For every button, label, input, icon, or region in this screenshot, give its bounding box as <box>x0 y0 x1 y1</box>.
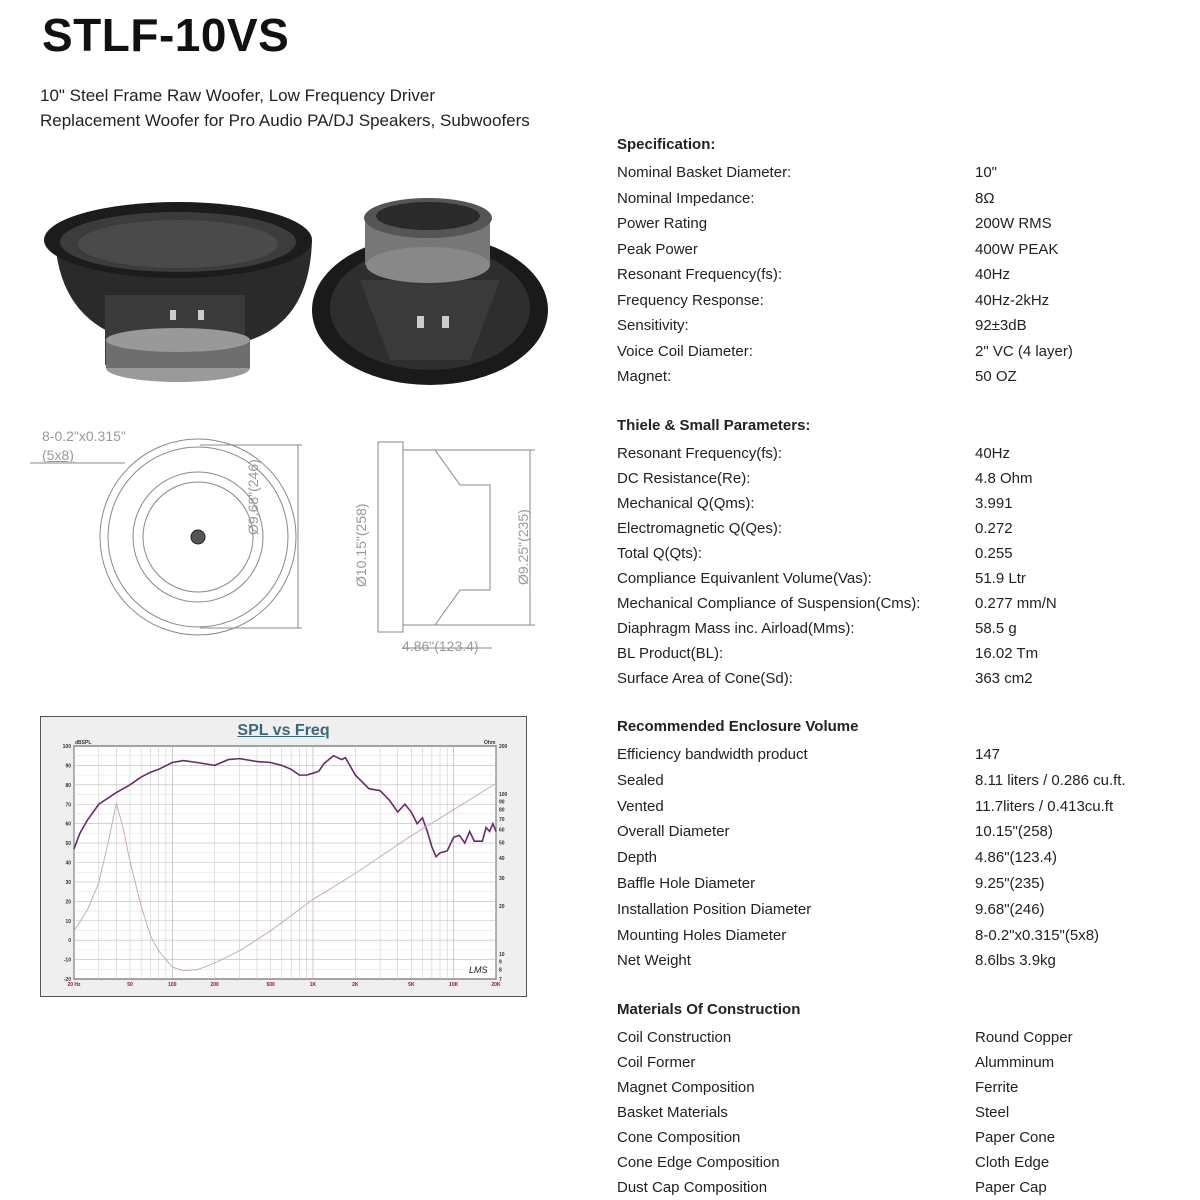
spec-value: 4.8 Ohm <box>975 470 1033 487</box>
x-tick-label: 500 <box>266 982 275 988</box>
y2-axis-label: Ohm <box>484 740 496 746</box>
spec-value: 11.7liters / 0.413cu.ft <box>975 797 1114 815</box>
spec-label: Peak Power <box>617 240 698 258</box>
woofer-front-photo <box>44 202 312 382</box>
spec-value: 8Ω <box>975 189 995 207</box>
spec-row <box>617 948 1177 974</box>
y2-tick-label: 40 <box>499 855 505 862</box>
spec-row <box>617 845 1177 871</box>
y-tick-label: 40 <box>65 860 71 867</box>
y2-tick-label: 30 <box>499 875 505 882</box>
spec-value: Paper Cone <box>975 1129 1056 1146</box>
spec-value: 40Hz-2kHz <box>975 291 1050 309</box>
y-tick-label: 80 <box>65 782 71 789</box>
y-axis-label: dBSPL <box>75 740 92 746</box>
install-diameter-label: Ø9.68"(246) <box>245 459 261 535</box>
spec-value: 2" VC (4 layer) <box>975 342 1073 360</box>
spec-value: 147 <box>975 746 1001 763</box>
x-tick-label: 10K <box>449 982 459 988</box>
spec-value: 8-0.2"x0.315"(5x8) <box>975 926 1100 944</box>
spec-label: Resonant Frequency(fs): <box>617 445 783 462</box>
spec-label: BL Product(BL): <box>617 645 724 662</box>
spec-label: Overall Diameter <box>617 823 730 841</box>
overall-diameter-label: Ø10.15"(258) <box>353 503 369 587</box>
spec-label: Mounting Holes Diameter <box>617 926 787 944</box>
spec-row <box>617 1175 1177 1200</box>
y2-tick-label: 200 <box>499 744 508 750</box>
x-tick-label: 5K <box>408 982 415 988</box>
spec-label: Depth <box>617 849 658 867</box>
spec-label: Mechanical Q(Qms): <box>617 495 755 512</box>
spec-value: 9.68"(246) <box>975 900 1045 918</box>
y2-tick-label: 80 <box>499 807 505 814</box>
spec-row <box>617 466 1177 491</box>
spec-row <box>617 160 1177 186</box>
section-heading: Specification: <box>617 136 716 153</box>
spec-value: Alumminum <box>975 1054 1055 1071</box>
y2-tick-label: 7 <box>499 977 502 983</box>
spec-label: Frequency Response: <box>617 291 764 309</box>
spec-row <box>617 1150 1177 1175</box>
spec-label: Total Q(Qts): <box>617 545 703 562</box>
spec-value: Steel <box>975 1104 1010 1121</box>
y-tick-label: 70 <box>65 802 71 809</box>
spec-label: Voice Coil Diameter: <box>617 342 753 360</box>
spec-value: Ferrite <box>975 1079 1019 1096</box>
spec-section <box>617 1000 1177 1200</box>
spec-row <box>617 666 1177 691</box>
spec-label: Magnet: <box>617 368 672 385</box>
spec-label: Power Rating <box>617 215 708 232</box>
chart-title: SPL vs Freq <box>237 722 330 739</box>
spec-value: 8.11 liters / 0.286 cu.ft. <box>975 771 1126 789</box>
woofer-back-photo <box>312 198 548 385</box>
spec-section <box>617 717 1177 974</box>
spec-section <box>617 135 1177 390</box>
spec-row <box>617 742 1177 768</box>
spec-label: Surface Area of Cone(Sd): <box>617 670 793 687</box>
y-tick-label: -10 <box>63 957 71 964</box>
spec-row <box>617 566 1177 591</box>
spl-chart-svg <box>41 717 526 996</box>
spec-value: 10.15"(258) <box>975 823 1053 841</box>
spec-value: 16.02 Tm <box>975 645 1039 662</box>
spec-label: Diaphragm Mass inc. Airload(Mms): <box>617 620 855 637</box>
spec-row <box>617 871 1177 897</box>
spec-label: Nominal Basket Diameter: <box>617 164 792 181</box>
y2-tick-label: 90 <box>499 799 505 806</box>
spec-row <box>617 819 1177 845</box>
y2-tick-label: 50 <box>499 840 505 847</box>
spec-row <box>617 794 1177 820</box>
y2-tick-label: 20 <box>499 904 505 911</box>
spec-label: Dust Cap Composition <box>617 1179 768 1196</box>
spec-row <box>617 364 1177 390</box>
spec-value: 0.255 <box>975 545 1013 562</box>
spec-row <box>617 1025 1177 1050</box>
x-tick-label: 1K <box>309 982 317 988</box>
product-title: STLF-10VS <box>42 9 290 61</box>
spec-row <box>617 313 1177 339</box>
spec-label: Efficiency bandwidth product <box>617 746 808 763</box>
spec-label: Cone Composition <box>617 1129 741 1146</box>
spec-label: Sealed <box>617 771 664 789</box>
section-heading: Thiele & Small Parameters: <box>617 417 811 434</box>
y-tick-label: 0 <box>68 938 71 945</box>
spec-section <box>617 416 1177 691</box>
product-photos <box>40 190 560 400</box>
y-tick-label: 100 <box>62 744 71 750</box>
spec-row <box>617 262 1177 288</box>
x-tick-label: 200 <box>210 982 219 988</box>
x-tick-label: 20 Hz <box>67 982 81 988</box>
spec-row <box>617 1050 1177 1075</box>
spec-label: Cone Edge Composition <box>617 1154 780 1171</box>
baffle-diameter-label: Ø9.25"(235) <box>515 509 531 585</box>
spec-row <box>617 186 1177 212</box>
spec-value: 40Hz <box>975 445 1011 462</box>
x-tick-label: 50 <box>127 982 133 988</box>
y2-tick-label: 9 <box>499 959 502 966</box>
spec-value: Paper Cap <box>975 1179 1047 1196</box>
mounting-holes-mm-label: (5x8) <box>42 447 74 463</box>
section-heading: Recommended Enclosure Volume <box>617 718 859 735</box>
y2-tick-label: 8 <box>499 967 502 974</box>
y2-tick-label: 100 <box>499 792 508 799</box>
depth-label: 4.86"(123.4) <box>402 638 479 654</box>
y-tick-label: 20 <box>65 899 71 906</box>
spec-value: 9.25"(235) <box>975 874 1045 892</box>
spec-value: 10" <box>975 164 998 181</box>
spec-value: 0.272 <box>975 520 1013 537</box>
spec-label: Resonant Frequency(fs): <box>617 266 783 283</box>
spec-value: Round Copper <box>975 1029 1073 1046</box>
section-heading: Materials Of Construction <box>617 1001 801 1018</box>
spec-row <box>617 541 1177 566</box>
spec-label: DC Resistance(Re): <box>617 470 751 487</box>
spec-row <box>617 897 1177 923</box>
mounting-holes-label: 8-0.2"x0.315" <box>42 428 126 444</box>
x-tick-label: 20K <box>491 982 501 988</box>
spec-row <box>617 1100 1177 1125</box>
spec-value: 8.6lbs 3.9kg <box>975 952 1056 970</box>
y-tick-label: 50 <box>65 841 71 848</box>
spec-value: 92±3dB <box>975 317 1027 334</box>
spec-value: 200W RMS <box>975 215 1052 232</box>
spec-value: 58.5 g <box>975 620 1017 637</box>
y-tick-label: 90 <box>65 763 71 770</box>
spec-row <box>617 441 1177 466</box>
spec-value: 3.991 <box>975 495 1013 512</box>
spec-value: 363 cm2 <box>975 670 1033 687</box>
spec-label: Sensitivity: <box>617 317 689 334</box>
spec-value: Cloth Edge <box>975 1154 1050 1171</box>
spec-label: Baffle Hole Diameter <box>617 874 756 892</box>
y2-tick-label: 10 <box>499 952 505 959</box>
spec-row <box>617 768 1177 794</box>
spec-row <box>617 641 1177 666</box>
y-tick-label: 60 <box>65 821 71 828</box>
spec-label: Coil Construction <box>617 1029 732 1046</box>
spec-label: Coil Former <box>617 1054 696 1071</box>
spec-row <box>617 339 1177 365</box>
lms-watermark: LMS <box>469 965 488 975</box>
spec-row <box>617 491 1177 516</box>
y-tick-label: -20 <box>63 977 71 983</box>
spec-row <box>617 616 1177 641</box>
spec-row <box>617 1125 1177 1150</box>
spec-row <box>617 1075 1177 1100</box>
spec-label: Net Weight <box>617 952 691 970</box>
spec-value: 0.277 mm/N <box>975 595 1057 612</box>
spl-chart <box>40 716 527 997</box>
spec-row <box>617 923 1177 949</box>
spec-row <box>617 591 1177 616</box>
spec-label: Installation Position Diameter <box>617 900 812 918</box>
dimension-drawing <box>30 420 550 660</box>
spec-label: Mechanical Compliance of Suspension(Cms): <box>617 595 921 612</box>
x-tick-label: 100 <box>168 982 177 988</box>
spec-value: 50 OZ <box>975 368 1017 385</box>
spec-label: Vented <box>617 797 664 815</box>
x-tick-label: 2K <box>352 982 359 988</box>
spec-row <box>617 237 1177 263</box>
spec-row <box>617 211 1177 237</box>
spec-label: Basket Materials <box>617 1104 728 1121</box>
spec-value: 400W PEAK <box>975 240 1059 258</box>
spec-row <box>617 516 1177 541</box>
spec-label: Electromagnetic Q(Qes): <box>617 520 783 537</box>
y2-tick-label: 70 <box>499 816 505 823</box>
y-tick-label: 30 <box>65 879 71 886</box>
spec-row <box>617 288 1177 314</box>
spec-value: 4.86"(123.4) <box>975 849 1058 867</box>
subtitle-line-1: 10" Steel Frame Raw Woofer, Low Frequency Driver <box>40 86 435 105</box>
spec-label: Magnet Composition <box>617 1079 755 1096</box>
spec-label: Compliance Equivanlent Volume(Vas): <box>617 570 872 587</box>
spec-label: Nominal Impedance: <box>617 189 755 207</box>
spec-value: 51.9 Ltr <box>975 570 1026 587</box>
y-tick-label: 10 <box>65 918 71 925</box>
y2-tick-label: 60 <box>499 827 505 834</box>
spec-value: 40Hz <box>975 266 1011 283</box>
subtitle-line-2: Replacement Woofer for Pro Audio PA/DJ Speakers, Subwoofers <box>40 111 530 130</box>
